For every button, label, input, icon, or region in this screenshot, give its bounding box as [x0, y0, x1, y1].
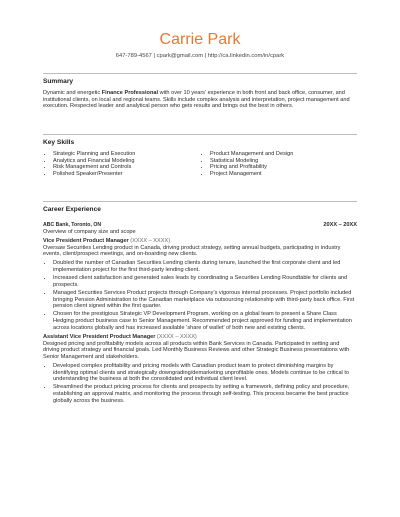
- summary-heading: Summary: [43, 73, 357, 86]
- job-title: Vice President Product Manager: [43, 237, 129, 244]
- job-title-row: [43, 334, 357, 341]
- skills-columns: [43, 151, 357, 178]
- list-item: • Developed complex profitability and pricing models with Canadian product team to protect diminishing margins by identifying optimal clients and strategically downgrading/demarketing unprofitable ones. Models continue to be critical to understanding the business at both the consolidated and individual client level.: [53, 363, 357, 383]
- company-row: [43, 222, 357, 229]
- skill-item: • Project Management: [210, 171, 357, 178]
- skill-item: • Pricing and Profitability: [210, 164, 357, 171]
- job-summary: Oversaw Securities Lending product in Canada, driving product strategy, setting annual budgets, participating in industry events, client/prospect meetings, and on-boarding new clients.: [43, 244, 341, 258]
- skills-section: [43, 134, 357, 178]
- summary-text: Dynamic and energetic Finance Professional with over 10 years’ experience in both front and back office, consumer, and institutional clients, on local and regional teams. Skills include complex analysis and interpretation, project management and execution. Respected leader and analytical person who gets results and brings out the best in others.: [43, 90, 350, 110]
- job-dates: (XXXX – XXXX): [157, 334, 197, 341]
- skills-left-list: [43, 151, 200, 178]
- experience-section: [43, 201, 357, 406]
- contact-line: 647-789-4567 | cpark@gmail.com | http://ca.linkedin.com/in/cpark: [115, 53, 285, 59]
- job-bullets: [43, 363, 357, 405]
- company-block: [43, 222, 357, 405]
- job-dates: (XXXX – XXXX): [130, 237, 171, 244]
- experience-heading: Career Experience: [43, 201, 357, 214]
- skill-item: • Polished Speaker/Presenter: [53, 171, 200, 178]
- list-item: • Doubled the number of Canadian Securities Lending clients during tenure, launched the first corporate client and led implementation project for the first third-party lending client.: [53, 260, 357, 273]
- skills-heading: Key Skills: [43, 134, 357, 147]
- list-item: • Managed Securities Services Product projects through Company’s vigorous internal processes. Project portfolio included bringing Pension Administration to the Canadian marketplace via outsourcing relationship with third-party back office. First pension client signed within the first quarter.: [53, 290, 357, 310]
- skill-item: • Product Management and Design: [210, 151, 357, 158]
- list-item: • Streamlined the product pricing process for clients and prospects by setting a framework, defining policy and procedure, establishing an approval matrix, and monitoring the process through self-testing. This process became the best practice globally across the business.: [53, 384, 357, 404]
- skill-item: • Statistical Modeling: [210, 158, 357, 165]
- job-title-row: [43, 238, 357, 245]
- list-item: • Increased client satisfaction and generated sales leads by coordinating a Securities Lending Roundtable for clients and prospects.: [53, 275, 357, 288]
- company-dates: 20XX – 20XX: [323, 222, 357, 228]
- skills-right-list: [200, 151, 357, 178]
- skill-item: • Analytics and Financial Modeling: [53, 158, 200, 165]
- summary-section: [43, 73, 357, 110]
- summary-highlight: Finance Professional: [101, 90, 159, 96]
- company-overview: Overview of company size and scope: [43, 228, 136, 235]
- job-title: Assistant Vice President Product Manager: [43, 334, 156, 341]
- skill-item: • Risk Management and Controls: [53, 164, 200, 171]
- candidate-name: Carrie Park: [159, 31, 241, 48]
- company-name: ABC Bank, Toronto, ON: [43, 222, 102, 228]
- skill-item: • Strategic Planning and Execution: [53, 151, 200, 158]
- job-bullets: [43, 260, 357, 332]
- list-item: • Chosen for the prestigious Strategic VP Development Program, working on a global team to present a Share Class Hedging product business case to Senior Management. Recommended project approved for funding and implementation across locations globally and has increased available ‘share of wallet’ of both new and existing clients.: [53, 311, 357, 331]
- job-summary: Designed pricing and profitability models across all products within Bank Services in Canada. Participated in setting and driving product strategy and financial goals. Led Monthly Business Reviews and other Strategic Business presentations with Senior Management and stakeholders.: [43, 340, 350, 361]
